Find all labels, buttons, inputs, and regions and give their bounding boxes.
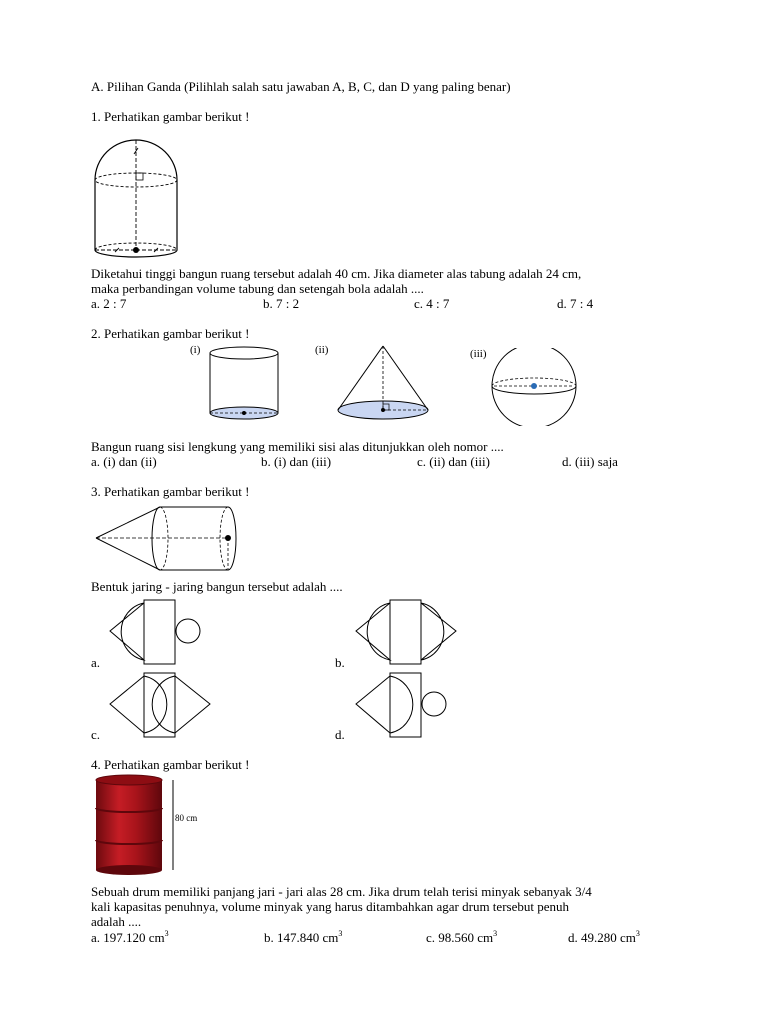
q2-label-ii: (ii) [315, 344, 329, 356]
q4-option-b-exponent: 3 [338, 928, 343, 938]
q2-label-iii: (iii) [470, 348, 487, 360]
q4-option-d[interactable] [568, 930, 640, 945]
q3-net-b [352, 598, 462, 666]
q4-text-line1: Sebuah drum memiliki panjang jari - jari alas 28 cm. Jika drum telah terisi minyak sebanyak 3/4 [91, 884, 592, 899]
q1-prompt: 1. Perhatikan gambar berikut ! [91, 109, 250, 124]
q1-text-line2: maka perbandingan volume tabung dan setengah bola adalah .... [91, 281, 424, 296]
q1-text-line1: Diketahui tinggi bangun ruang tersebut adalah 40 cm. Jika diameter alas tabung adalah 24 cm, [91, 266, 582, 281]
q2-figure-sphere [488, 348, 580, 426]
q1-option-d[interactable]: d. 7 : 4 [557, 296, 594, 311]
q4-option-d-text: d. 49.280 cm [568, 930, 636, 945]
q1-figure-cylinder-hemisphere [88, 138, 188, 264]
q3-option-a[interactable]: a. [91, 655, 101, 670]
q2-prompt: 2. Perhatikan gambar berikut ! [91, 326, 250, 341]
q4-text-line3: adalah .... [91, 914, 142, 929]
q2-option-a[interactable]: a. (i) dan (ii) [91, 454, 157, 469]
q2-option-d[interactable]: d. (iii) saja [562, 454, 618, 469]
q1-option-c[interactable]: c. 4 : 7 [414, 296, 450, 311]
q4-option-d-exponent: 3 [635, 928, 640, 938]
q3-option-d[interactable]: d. [335, 727, 345, 742]
q1-option-a[interactable]: a. 2 : 7 [91, 296, 127, 311]
q4-figure-drum [92, 772, 178, 878]
q4-prompt: 4. Perhatikan gambar berikut ! [91, 757, 250, 772]
q2-option-b[interactable]: b. (i) dan (iii) [261, 454, 332, 469]
q3-net-c [106, 671, 216, 739]
q2-label-i: (i) [190, 344, 201, 356]
q3-net-d [352, 671, 450, 739]
q4-option-b[interactable] [264, 930, 342, 945]
q3-text-line1: Bentuk jaring - jaring bangun tersebut adalah .... [91, 579, 343, 594]
q4-option-a[interactable] [91, 930, 169, 945]
q2-figure-cylinder [205, 343, 285, 425]
q4-option-c-text: c. 98.560 cm [426, 930, 494, 945]
q2-text-line1: Bangun ruang sisi lengkung yang memiliki sisi alas ditunjukkan oleh nomor .... [91, 439, 504, 454]
q2-option-c[interactable]: c. (ii) dan (iii) [417, 454, 490, 469]
q4-text-line2: kali kapasitas penuhnya, volume minyak yang harus ditambahkan agar drum tersebut penuh [91, 899, 569, 914]
q4-option-c[interactable] [426, 930, 497, 945]
q1-option-b[interactable]: b. 7 : 2 [263, 296, 300, 311]
q3-net-a [106, 598, 204, 666]
q3-figure-cone-cylinder [94, 503, 240, 577]
q4-height-label: 80 cm [175, 813, 198, 823]
q4-option-b-text: b. 147.840 cm [264, 930, 339, 945]
q4-option-a-exponent: 3 [164, 928, 169, 938]
q3-option-b[interactable]: b. [335, 655, 345, 670]
q3-option-c[interactable]: c. [91, 727, 101, 742]
q2-figure-cone [334, 343, 434, 425]
q3-prompt: 3. Perhatikan gambar berikut ! [91, 484, 250, 499]
q4-option-a-text: a. 197.120 cm [91, 930, 165, 945]
q4-option-c-exponent: 3 [493, 928, 498, 938]
section-header: A. Pilihan Ganda (Pilihlah salah satu jawaban A, B, C, dan D yang paling benar) [91, 79, 511, 94]
